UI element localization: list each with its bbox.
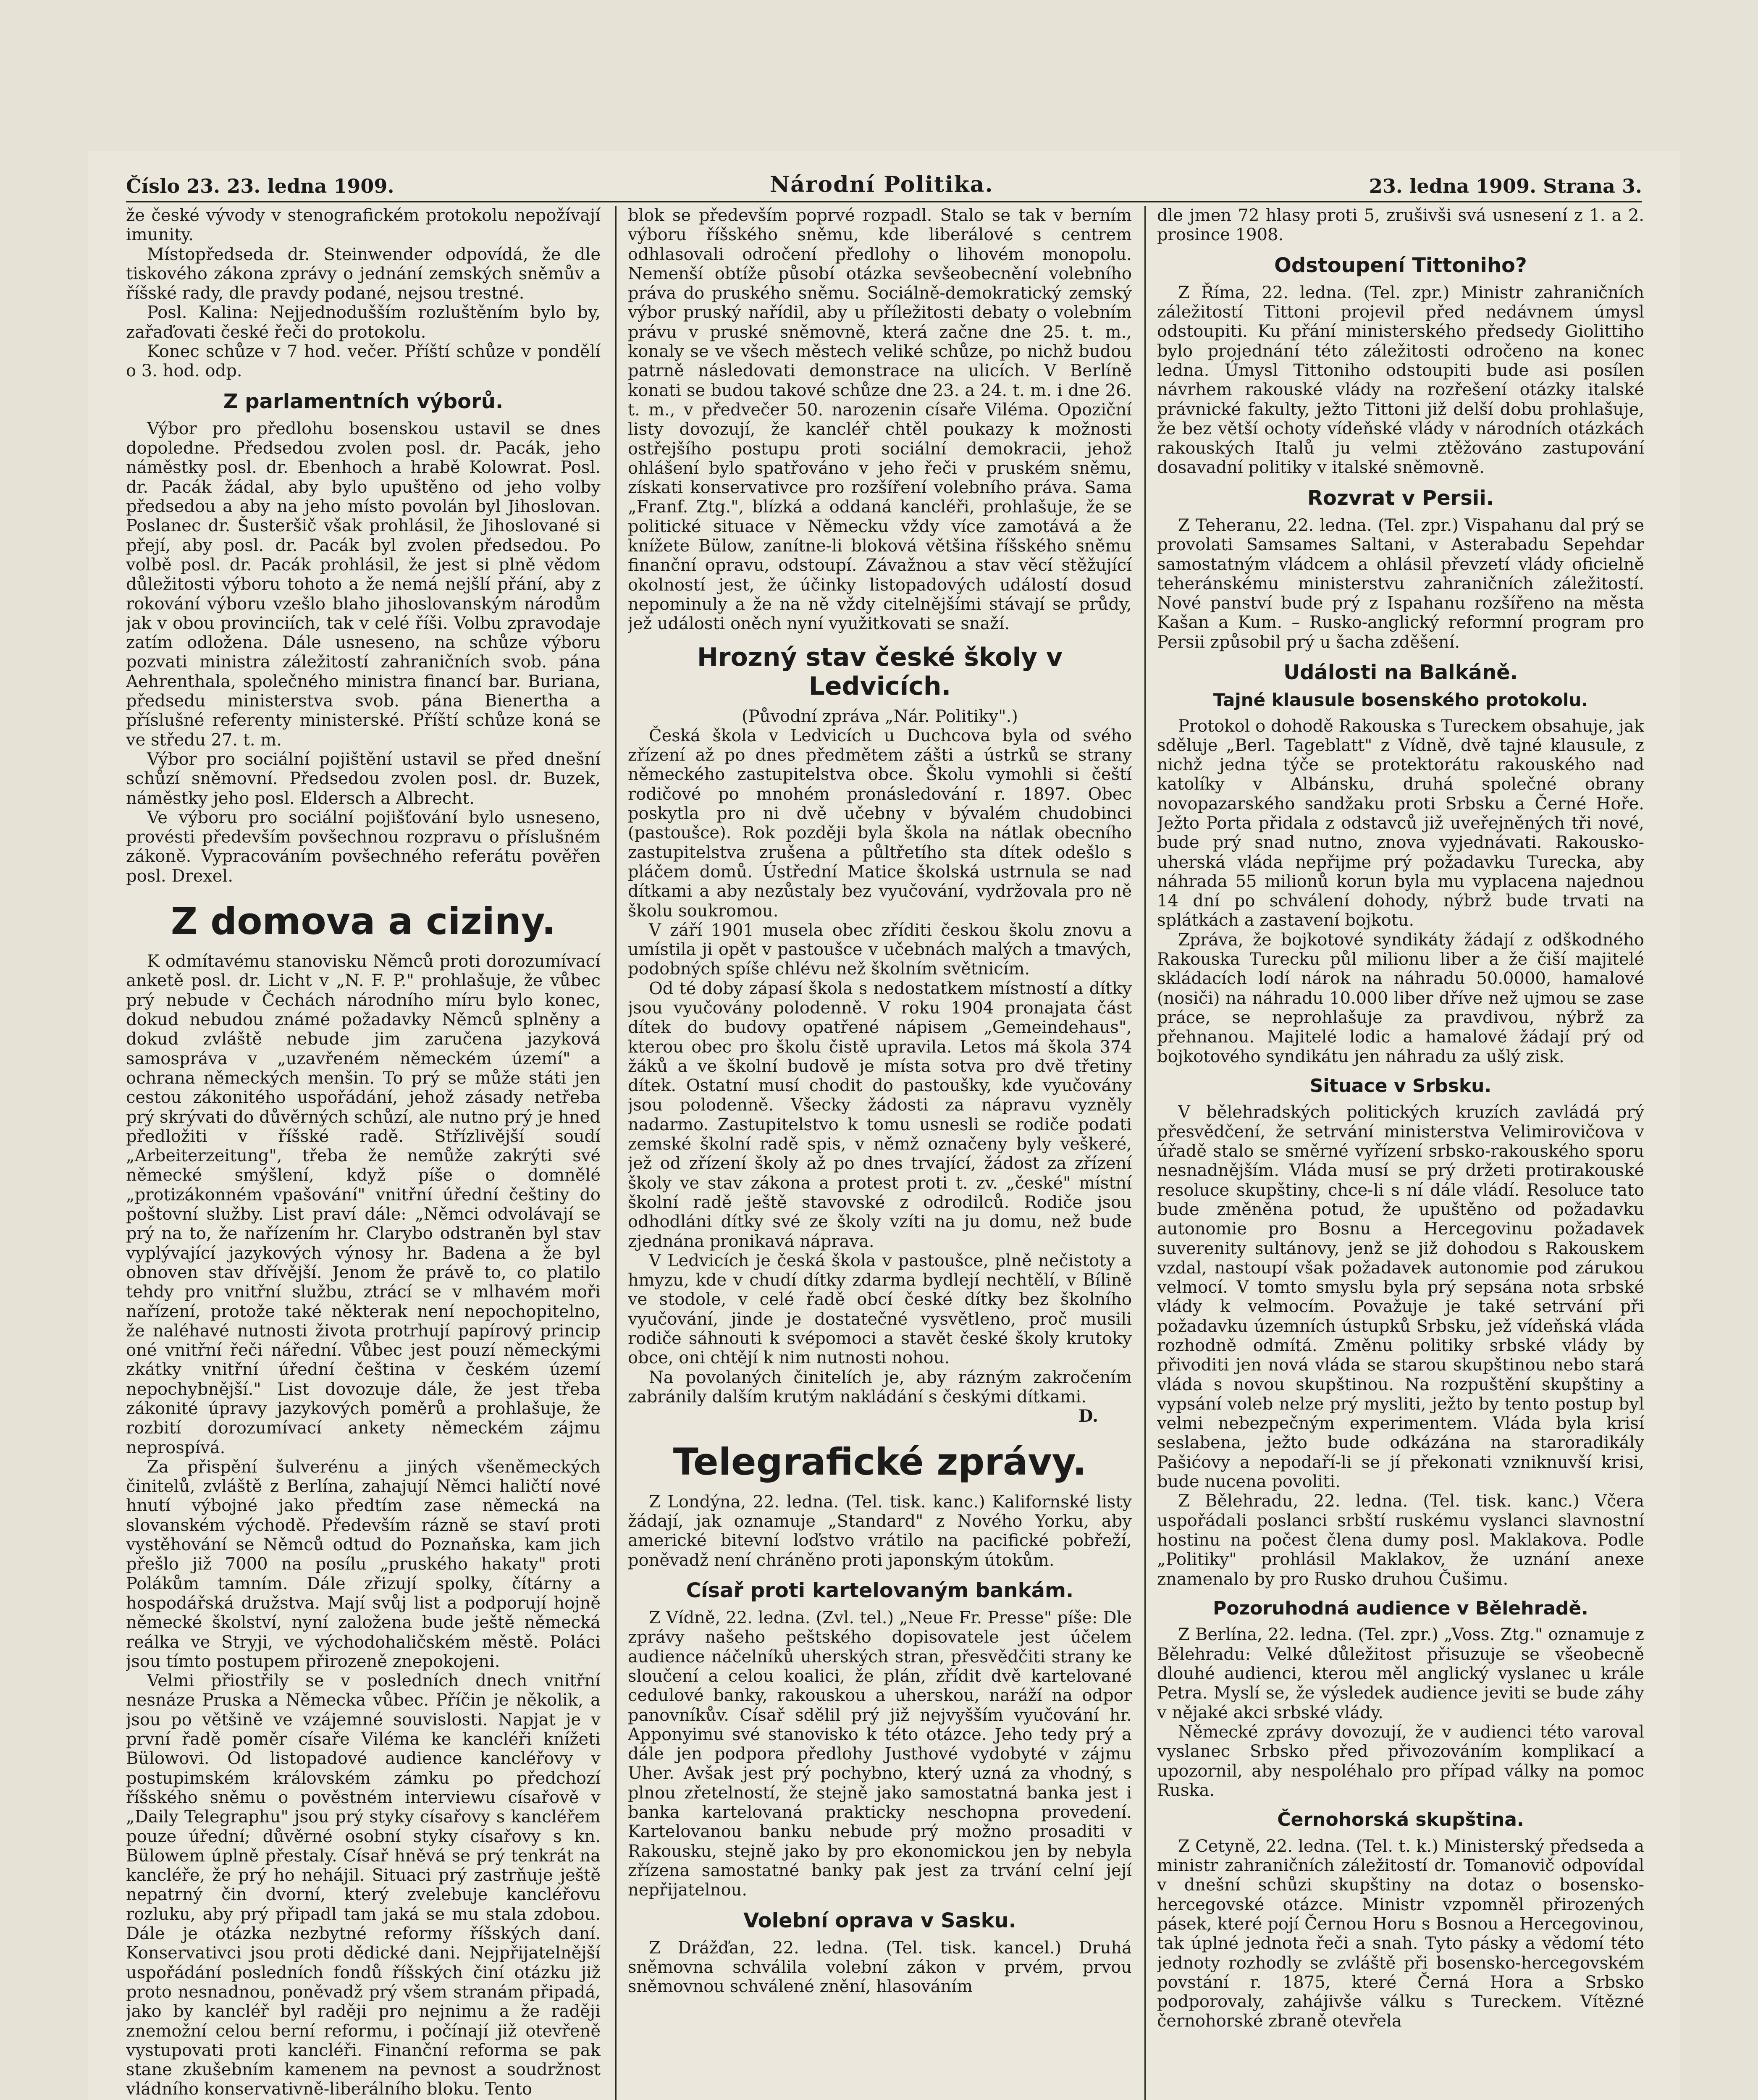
- article-headline: Situace v Srbsku.: [1309, 1075, 1492, 1097]
- article-paragraph: V září 1901 musela obec zříditi českou školu znovu a umístila ji opět v pastoušce v učebnách malých a tmavých, podobných spíše chlévu než školním světnicím.: [628, 920, 1132, 979]
- article-paragraph: dle jmen 72 hlasy proti 5, zrušivši svá usnesení z 1. a 2. prosince 1908.: [1157, 206, 1644, 245]
- article-paragraph: Z Cetyně, 22. ledna. (Tel. t. k.) Ministerský předseda a ministr zahraničních záležitostí dr. Tomanovič odpovídal v dnešní schůzi skupštiny na dotaz o bosensko-hercegovské otázce. Ministr vzpomněl přirozených pásek, které pojí Černou Horu s Bosnou a Hercegovinou, tak úplné jednota řeči a snah. Tyto pásky a vědomí této jednoty rozhodly se zvláště při bosensko-hercegovském povstání r. 1875, které Černá Hora a Srbsko podporovaly, zahájivše válku s Tureckem. Vítězné černohorské zbraně otevřela: [1157, 1836, 1644, 2031]
- article-paragraph: Za přispění šulverénu a jiných všeněmeckých činitelů, zvláště z Berlína, zahajují Němci haličtí nové hnutí výbojné jako předtím zase německá na slovanském východě. Především rázně se staví proti vystěhování se Němců odtud do Poznaňska, kam jich přešlo již 7000 na posílu „pruského hakaty" proti Polákům tamním. Dále zřizují spolky, čítárny a hospodářská družstva. Mají svůj list a podporují hojně německé školství, nyní založena bude ještě německá reálka ve Stryji, ve východohaličském městě. Poláci jsou tímto postupem přirozeně znepokojeni.: [126, 1457, 601, 1671]
- column-3: [1157, 206, 1644, 2100]
- article-headline: Černohorská skupština.: [1277, 1809, 1524, 1831]
- article-paragraph: Z Bělehradu, 22. ledna. (Tel. tisk. kanc.) Včera uspořádali poslanci srbští ruskému vyslanci slavnostní hostinu na počest člena dumy posl. Maklakova. Podle „Politiky" prohlásil Maklakov, že uznání anexe znamenalo by pro Rusko druhou Čušimu.: [1157, 1491, 1644, 1589]
- article-paragraph: Výbor pro předlohu bosenskou ustavil se dnes dopoledne. Předsedou zvolen posl. dr. Pacák, jeho náměstky posl. dr. Ebenhoch a hrabě Kolowrat. Posl. dr. Pacák žádal, aby bylo upuštěno od jeho volby předsedou a aby na jeho místo povolán byl Jihoslovan. Poslanec dr. Šusteršič však prohlásil, že Jihoslované si přejí, aby posl. dr. Pacák byl zvolen předsedou. Po volbě posl. dr. Pacák prohlásil, že jest si plně vědom důležitosti výboru tohoto a že nemá nejšlí přání, aby z rokování výboru vzešlo blaho jihoslovanským národům jak v obou provinciích, tak v celé říši. Volbu zpravodaje zatím odložena. Dále usneseno, na schůze výboru pozvati ministra záležitostí zahraničních svob. pána Aehrenthala, společného ministra financí bar. Buriana, předsedu ministerstva svob. pána Bienertha a příslušné referenty ministerské. Příští schůze koná se ve středu 27. t. m.: [126, 419, 601, 750]
- article-headline: Volební oprava v Sasku.: [743, 1908, 1016, 1932]
- article-headline: Odstoupení Tittoniho?: [1274, 253, 1527, 277]
- column-rule: [1144, 206, 1146, 2100]
- article-paragraph: blok se především poprvé rozpadl. Stalo se tak v berním výboru říšského sněmu, kde liberálové s centrem odhlasovali odročení předlohy o lihovém monopolu. Nemenší obtíže působí otázka sevšeobecnění volebního práva do pruského sněmu. Sociálně-demokratický zemský výbor pruský nařídil, aby u příležitosti debaty o volebním právu v pruské sněmovně, která začne dne 25. t. m., konaly se ve všech městech veliké schůze, po nichž budou patrně následovati demonstrace na ulicích. V Berlíně konati se budou takové schůze dne 23. a 24. t. m. i dne 26. t. m., v předvečer 50. narozenin císaře Viléma. Opoziční listy dovozují, že kancléř chtěl poukazy k možnosti ostřejšího postupu proti sociální demokracii, jehož ohlášení bylo spatřováno v jeho řeči v pruském sněmu, získati konservativce pro rozšíření volebního práva. Sama „Franf. Ztg.", blízká a oddaná kancléři, prohlašuje, že se politické situace v Německu vždy více zamotává a že knížete Bülow, zanítne-li bloková většina říšského sněmu finanční opravu, odstoupí. Závažnou a stav věcí stěžující okolností jest, že účinky listopadových událostí dosud nepominuly a že na ně vždy citelnějšími stávají se průdy, jež události oněch nyní využitkovati se snaží.: [628, 206, 1132, 634]
- article-paragraph: Z Vídně, 22. ledna. (Zvl. tel.) „Neue Fr. Presse" píše: Dle zprávy našeho peštského dopisovatele jest účelem audience náčelníků uherských stran, přesvědčiti strany ke sloučení a celou koalici, že plán, zřídit dvě kartelované cedulové banky, rakouskou a uherskou, naráží na odpor panovníkův. Císař sdělil prý již nejvyšším vyučování hr. Apponyimu své stanovisko k této otázce. Jeho tedy prý a dále jen podpora předlohy Justhové vydobyté v zájmu Uher. Avšak jest prý pochybno, který uzná za vhodný, s plnou zřetelností, že stejně jako samostatná banka jest i banka kartelovaná prakticky neschopna provedení. Kartelovanou banku nebude prý možno prosaditi v Rakousku, stejně jako by pro ekonomickou jen by nebyla zřízena samostatné banky pak jest za trvání celní její nepřijatelnou.: [628, 1608, 1132, 1900]
- article-paragraph: Z Teheranu, 22. ledna. (Tel. zpr.) Vispahanu dal prý se provolati Samsames Saltani, v Asterabadu Sepehdar samostatným vládcem a ohlásil převzetí vlády oficielně teheránskému ministerstvu zahraničních záležitostí. Nové panství bude prý z Ispahanu rozšířeno na města Kašan a Kum. – Rusko-anglický reformní program pro Persii způsobil prý u šacha zděšení.: [1157, 515, 1644, 652]
- article-headline: Rozvrat v Persii.: [1307, 486, 1494, 510]
- article-paragraph: V Ledvicích je česká škola v pastoušce, plně nečistoty a hmyzu, kde v chudí dítky zdarma bydlejí nechtělí, v Bílině ve stodole, v celé řadě obcí české dítky bez školního vyučování, jinde je dostatečné vysvětleno, proč musili rodiče sáhnouti k svépomoci a stavět české školy krutoky obce, oni chtějí k nim nutnosti nohou.: [628, 1251, 1132, 1368]
- section-heading: Z domova a ciziny.: [171, 899, 556, 943]
- article-paragraph: Konec schůze v 7 hod. večer. Příští schůze v pondělí o 3. hod. odp.: [126, 342, 601, 381]
- column-2: [628, 206, 1132, 2100]
- section-heading: Telegrafické zprávy.: [673, 1440, 1087, 1483]
- article-headline: Události na Balkáně.: [1283, 661, 1518, 685]
- article-paragraph: Česká škola v Ledvicích u Duchcova byla od svého zřízení až po dnes předmětem zášti a ústrků se strany německého zastupitelstva obce. Školu vymohli si čeští rodičové po mnohém pronásledování r. 1897. Obec poskytla pro ni dvě učebny v bývalém chudobinci (pastoušce). Rok později byla škola na nátlak obecního zastupitelstva zrušena a půltřetího sta dítek odešlo s pláčem domů. Ústřední Matice školská ustrnula se nad dítkami a aby nezůstaly bez vyučování, vydržovala pro ně školu soukromou.: [628, 726, 1132, 921]
- article-paragraph: Posl. Kalina: Nejjednodušším rozluštěním bylo by, zařaďovati české řeči do protokolu.: [126, 303, 601, 342]
- article-subheadline: Tajné klausule bosenského protokolu.: [1213, 690, 1588, 711]
- article-paragraph: V bělehradských politických kruzích zavládá prý přesvědčení, že setrvání ministerstva Velimirovičova v úřadě stalo se směrné vyřízení srbsko-rakouského sporu nesnadnějším. Vláda musí se prý držeti protirakouské resoluce skupštiny, chce-li s ní dále vládí. Resoluce tato bude změněna potud, že upuštěno od požadavku autonomie pro Bosnu a Hercegovinu požadavek suverenity sultánovy, jenž se již dohodou s Rakouskem vzdal, nastoupí však požadavek autonomie pod zárukou velmocí. V tomto smyslu byla prý sepsána nota srbské vlády k velmocím. Považuje je také setrvání při požadavku územních ústupků Srbsku, jež vídeňská vláda rozhodně odmítá. Změnu politiky srbské vlády by přivoditi jen nová vláda se starou skupštinou nebo stará vláda s novou skupštinou. Na rozpuštění skupštiny a vypsání voleb nelze prý mysliti, ježto by tento postup byl velmi nebezpečným experimentem. Vláda byla krisí seslabena, ježto bude odkázána na staroradikály Pašićovy a nepodaří-li se jí překonati vzniknuvší krisi, bude nucena povoliti.: [1157, 1102, 1644, 1492]
- article-subtitle: (Původní zpráva „Nár. Politiky".): [742, 706, 1018, 726]
- article-paragraph: K odmítavému stanovisku Němců proti dorozumívací anketě posl. dr. Licht v „N. F. P." prohlašuje, že vůbec prý nebude v Čechách národního míru bylo konec, dokud nebudou známé požadavky Němců splněny a dokud zvláště nebude jim zaručena jazyková samospráva v „uzavřeném německém území" a ochrana německých menšin. To prý se může státi jen cestou zákonitého uspořádání, jehož zásady netřeba prý skrývati do důvěrných schůzí, ale nutno prý je hned předložiti v říšské radě. Střízlivější soudí „Arbeiterzeitung", třeba že nemůže zakrýti své německé smýšlení, když píše o domnělé „protizákonném vpašování" vnitřní úřední češtiny do poštovní služby. List praví dále: „Němci odvolávají se prý na to, že nařízením hr. Clarybo odstraněn byl stav vyplývající jazykových výnosy hr. Badena a že byl obnoven stav dřívější. Jenom že právě to, co platilo tehdy pro vnitřní službu, ztrácí se v mlhavém moři nařízení, protože také některak není nepochopitelno, že naléhavé nutnosti života protrhují papírový princip oné vnitřní řeči nářední. Vůbec jest pouzí německými zkátky vnitřní úřední čeština v českém území nepochybnější." List dovozuje dále, že jest třeba zákonité úpravy jazykových poměrů a prohlašuje, že rozbití dorozumívací ankety německém zájmu neprospívá.: [126, 952, 601, 1457]
- article-paragraph: Velmi přiostřily se v posledních dnech vnitřní nesnáze Pruska a Německa vůbec. Příčin je několik, a jsou po většině ve vzájemné souvislosti. Napjat je v první řadě poměr císaře Viléma ke kancléři knížeti Bülowovi. Od listopadové audience kancléřovy v postupimském královském zámku po předchozí říšského sněmu o pověstném interviewu císařově v „Daily Telegraphu" jsou prý styky císařovy s kancléřem pouze úřední; důvěrné osobní styky císařovy s kn. Bülowem úplně přestaly. Císař hněvá se prý tenkrát na kancléře, že prý ho nehájil. Situaci prý zastrňuje ještě nepatrný čin dvorní, který zvelebuje kancléřovu rozluku, aby prý připadl tam jaká se mu stala zdobou. Dále je otázka nezbytné reformy říšských daní. Konservativci jsou proti dědické dani. Nejpřijatelnější uspořádání posledních fondů říšských činí otázku již proto nesnadnou, poněvadž prý všem stranám připadá, jako by kancléř byl raději pro nejnimu a že raději znemožní celou berní reformu, i počínají již otevřeně vystupovati proti kancléři. Finanční reforma se pak stane zkušebním kamenem na pevnost a soudržnost vládního konservativně-liberálního bloku. Tento: [126, 1671, 601, 2099]
- column-rule: [615, 206, 617, 2100]
- article-paragraph: Protokol o dohodě Rakouska s Tureckem obsahuje, jak sděluje „Berl. Tageblatt" z Vídně, dvě tajné klausule, z nichž jedna týče se protektorátu rakouského nad katolíky v Albánsku, druhá společné obrany novopazarského sandžaku proti Srbsku a Černé Hoře. Ježto Porta přidala z odstavců již uveřejněných tři nové, bude prý snad nutno, znova vyjednávati. Rakousko-uherská vláda nepřijme prý požadavku Turecka, aby náhrada 55 milionů korun byla mu vyplacena najednou 14 dní po schválení dohody, nýbrž bude trvati na splátkách a zastavení bojkotu.: [1157, 716, 1644, 930]
- article-headline: Hrozný stav české školy v Ledvicích.: [697, 642, 1063, 701]
- article-paragraph: Na povolaných činitelích je, aby rázným zakročením zabránily dalším krutým nakládání s českými dítkami.: [628, 1368, 1132, 1407]
- running-header: [126, 168, 1642, 197]
- article-paragraph: Ve výboru pro sociální pojišťování bylo usneseno, provésti především povšechnou rozpravu o příslušném zákoně. Vypracováním povšechného referátu pověřen posl. Drexel.: [126, 808, 601, 886]
- newspaper-page: [88, 151, 1680, 2100]
- article-paragraph: Z Londýna, 22. ledna. (Tel. tisk. kanc.) Kalifornské listy žádají, jak oznamuje „Standard" z Nového Yorku, aby americké bitevní loďstvo vrátilo na pacifické pobřeží, poněvadž není chráněno proti japonským útokům.: [628, 1492, 1132, 1570]
- article-paragraph: že české vývody v stenografickém protokolu nepožívají imunity.: [126, 206, 601, 245]
- article-paragraph: Od té doby zápasí škola s nedostatkem místností a dítky jsou vyučovány polodenně. V roku 1904 pronajata část dítek do budovy opatřené nápisem „Gemeindehaus", kterou obec pro školu čistě upravila. Letos má škola 374 žáků a ve školní budově je místa sotva pro dvě třetiny dítek. Ostatní musí chodit do pastoušky, kde vyučovány jsou polodenně. Všecky žádosti za nápravu vyzněly nadarmo. Zastupitelstvo k tomu usnesli se rodiče podati zemské školní radě spis, v němž označeny byly veškeré, jež od zřízení školy až po dnes trvající, žádost za zřízení školy ve stav zákona a protest proti t. zv. „české" místní školní radě ještě stavovské z odrodilců. Rodiče jsou odhodláni dítky své ze školy vzíti na ju domu, než bude zjednána pronikavá náprava.: [628, 979, 1132, 1251]
- article-paragraph: Z Drážďan, 22. ledna. (Tel. tisk. kancel.) Druhá sněmovna schválila volební zákon v prvém, prvou sněmovnou schválené znění, hlasováním: [628, 1938, 1132, 1997]
- section-heading: Z parlamentních výborů.: [223, 389, 504, 413]
- article-paragraph: Z Berlína, 22. ledna. (Tel. zpr.) „Voss. Ztg." oznamuje z Bělehradu: Velké důležitost přisuzuje se všeobecně dlouhé audienci, kterou měl anglický vyslanec u krále Petra. Myslí se, že výsledek audience jeviti se bude záhy v nějaké akci srbské vlády.: [1157, 1625, 1644, 1722]
- masthead-title: Národní Politika.: [769, 172, 994, 197]
- article-paragraph: Z Říma, 22. ledna. (Tel. zpr.) Ministr zahraničních záležitostí Tittoni projevil před nedávnem úmysl odstoupiti. Ku přání ministerského předsedy Giolittiho bylo projednání této záležitosti odročeno na konec ledna. Úmysl Tittoniho odstoupiti bude asi posílen návrhem rakouské vlády na rozřešení otázky italské právnické fakulty, ježto Tittoni již delší dobu prohlašuje, že bez větší ochoty vídeňské vlády v národních otázkách rakouských Italů ju velmi ztěžováno zastupování dosavadní politiky v italské sněmovně.: [1157, 283, 1644, 478]
- article-paragraph: Německé zprávy dovozují, že v audienci této varoval vyslanec Srbsko před přivozováním komplikací a upozornil, aby nespoléhalo pro případ války na pomoc Ruska.: [1157, 1722, 1644, 1800]
- article-headline: Pozoruhodná audience v Bělehradě.: [1213, 1597, 1588, 1619]
- issue-number: Číslo 23. 23. ledna 1909.: [126, 175, 394, 197]
- header-rule: [126, 201, 1642, 202]
- article-paragraph: Výbor pro sociální pojištění ustavil se před dnešní schůzí sněmovní. Předsedou zvolen posl. dr. Buzek, náměstky jeho posl. Eldersch a Albrecht.: [126, 749, 601, 808]
- author-signature: D.: [1078, 1406, 1098, 1426]
- column-1: [126, 206, 601, 2100]
- article-headline: Císař proti kartelovaným bankám.: [686, 1578, 1074, 1602]
- article-paragraph: Zpráva, že bojkotové syndikáty žádají z odškodného Rakouska Turecku půl milionu liber a že čiší majitelé skládacích lodí nárok na náhradu 50.0000, hamalové (nosiči) na náhradu 10.000 liber dříve než ujmou se zase práce, se neprohlašuje za pravdivou, nýbrž za přehnanou. Majitelé lodic a hamalové žádají prý od bojkotového syndikátu jen náhradu za ušlý zisk.: [1157, 930, 1644, 1066]
- page-number: 23. ledna 1909. Strana 3.: [1369, 175, 1642, 197]
- article-paragraph: Místopředseda dr. Steinwender odpovídá, že dle tiskového zákona zprávy o jednání zemských sněmův a říšské rady, dle pravdy podané, nejsou trestné.: [126, 244, 601, 303]
